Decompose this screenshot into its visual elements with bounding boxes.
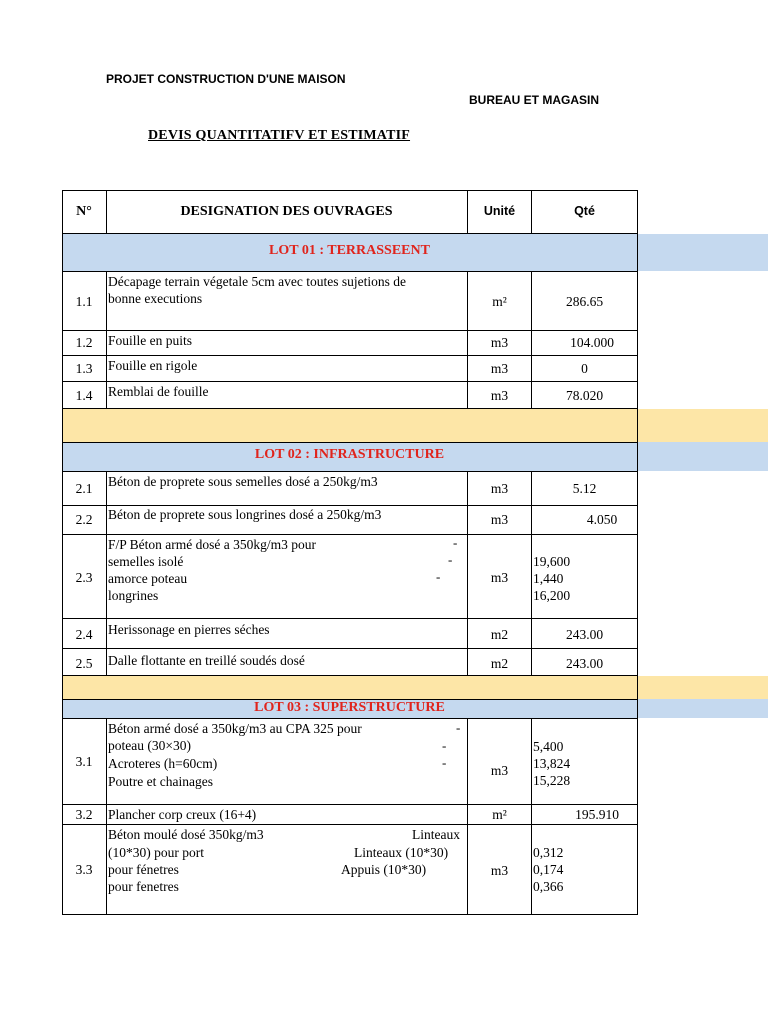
row-1-3-qty: 0 — [581, 361, 588, 376]
row-2-3-designation-line2: semelles isolé — [108, 554, 184, 569]
header-designation: DESIGNATION DES OUVRAGES — [180, 204, 393, 219]
row-3-1-dash-1: - — [456, 720, 461, 735]
header-qty: Qté — [574, 204, 595, 218]
row-3-1-qty-1: 5,400 — [533, 739, 564, 754]
row-2-3-designation-line4: longrines — [108, 588, 159, 603]
row-3-1-dash-3: - — [442, 755, 447, 770]
row-2-1-unit: m3 — [490, 481, 509, 496]
row-2-4-number: 2.4 — [75, 627, 93, 642]
row-2-5-unit: m2 — [490, 656, 509, 671]
row-2-1-designation: Béton de proprete sous semelles dosé a 250kg/m3 — [108, 474, 378, 489]
row-1-4-qty: 78.020 — [565, 388, 604, 403]
row-3-1-designation-line4: Poutre et chainages — [108, 774, 213, 789]
spacer-band-1 — [62, 409, 768, 442]
row-3-3-qty-3: 0,366 — [533, 879, 564, 894]
row-3-1-designation-line1: Béton armé dosé a 350kg/m3 au CPA 325 pour — [108, 721, 362, 736]
row-3-2-qty: 195.910 — [575, 807, 619, 822]
row-2-3-unit: m3 — [490, 570, 509, 585]
row-1-2-qty: 104.000 — [570, 335, 614, 350]
row-3-1-designation-line3: Acroteres (h=60cm) — [108, 756, 218, 771]
row-1-4-designation: Remblai de fouille — [108, 384, 209, 399]
row-2-5-designation: Dalle flottante en treillé soudés dosé — [108, 653, 305, 668]
row-1-1-unit: m² — [492, 294, 507, 309]
row-1-1-number: 1.1 — [75, 294, 93, 309]
row-2-3-dash-1: - — [453, 535, 458, 550]
row-3-2-designation: Plancher corp creux (16+4) — [108, 807, 257, 822]
row-1-2-designation: Fouille en puits — [108, 333, 192, 348]
row-3-1-number: 3.1 — [75, 754, 93, 769]
row-1-3-designation: Fouille en rigole — [108, 358, 198, 373]
row-3-1-qty-3: 15,228 — [533, 773, 571, 788]
row-2-3-qty-2: 1,440 — [533, 571, 564, 586]
row-2-5-qty: 243.00 — [565, 656, 604, 671]
row-2-3-designation-line3: amorce poteau — [108, 571, 188, 586]
row-3-3-number: 3.3 — [75, 862, 93, 877]
row-2-4-designation: Herissonage en pierres séches — [108, 622, 270, 637]
row-3-3-designation-line1-right: Linteaux — [412, 827, 460, 842]
row-3-3-unit: m3 — [490, 863, 509, 878]
row-2-2-designation: Béton de proprete sous longrines dosé a 250kg/m3 — [108, 507, 382, 522]
row-1-1-designation-line1: Décapage terrain végetale 5cm avec toutes sujetions de — [108, 274, 406, 289]
row-1-4-unit: m3 — [490, 388, 509, 403]
row-3-1-dash-2: - — [442, 738, 447, 753]
row-3-2-unit: m² — [492, 807, 507, 822]
row-2-4-unit: m2 — [490, 627, 509, 642]
project-title: PROJET CONSTRUCTION D'UNE MAISON — [106, 72, 346, 86]
row-2-3-dash-2: - — [448, 552, 453, 567]
row-3-3-designation-line2-right: Linteaux (10*30) — [354, 845, 449, 860]
row-1-2-number: 1.2 — [75, 335, 93, 350]
row-1-1-qty: 286.65 — [565, 294, 604, 309]
row-1-3-number: 1.3 — [75, 361, 93, 376]
lot3-title: LOT 03 : SUPERSTRUCTURE — [254, 700, 445, 715]
row-1-3-unit: m3 — [490, 361, 509, 376]
row-2-3-designation-line1: F/P Béton armé dosé a 350kg/m3 pour — [108, 537, 316, 552]
lot2-title: LOT 02 : INFRASTRUCTURE — [254, 447, 445, 462]
row-2-2-number: 2.2 — [75, 512, 93, 527]
row-2-1-qty: 5.12 — [572, 481, 597, 496]
row-3-1-unit: m3 — [490, 763, 509, 778]
row-3-3-designation-line2: (10*30) pour port — [108, 845, 204, 860]
row-3-3-designation-line3-right: Appuis (10*30) — [341, 862, 427, 877]
row-1-4-number: 1.4 — [75, 388, 93, 403]
row-2-4-qty: 243.00 — [565, 627, 604, 642]
row-3-3-designation-line3: pour fénetres — [108, 862, 179, 877]
row-2-3-number: 2.3 — [75, 570, 93, 585]
row-3-3-qty-1: 0,312 — [533, 845, 564, 860]
row-2-3-qty-1: 19,600 — [533, 554, 571, 569]
row-3-3-designation-line1: Béton moulé dosé 350kg/m3 — [108, 827, 264, 842]
header-unit: Unité — [483, 204, 516, 218]
spacer-band-2 — [62, 676, 768, 699]
document-title: DEVIS QUANTITATIFV ET ESTIMATIF — [148, 128, 411, 143]
lot1-title: LOT 01 : TERRASSEENT — [269, 243, 430, 258]
row-1-1-designation-line2: bonne executions — [108, 291, 203, 306]
row-3-3-designation-line4: pour fenetres — [108, 879, 179, 894]
row-2-5-number: 2.5 — [75, 656, 93, 671]
row-3-1-designation-line2: poteau (30×30) — [108, 738, 191, 753]
row-2-3-dash-3: - — [436, 569, 441, 584]
header-no: N° — [76, 204, 92, 219]
row-2-2-qty: 4.050 — [586, 512, 618, 527]
row-3-1-qty-2: 13,824 — [533, 756, 571, 771]
row-2-2-unit: m3 — [490, 512, 509, 527]
row-2-3-qty-3: 16,200 — [533, 588, 571, 603]
row-1-2-unit: m3 — [490, 335, 509, 350]
row-3-3-qty-2: 0,174 — [533, 862, 564, 877]
row-3-2-number: 3.2 — [75, 807, 93, 822]
project-subtitle: BUREAU ET MAGASIN — [469, 93, 600, 107]
row-2-1-number: 2.1 — [75, 481, 93, 496]
